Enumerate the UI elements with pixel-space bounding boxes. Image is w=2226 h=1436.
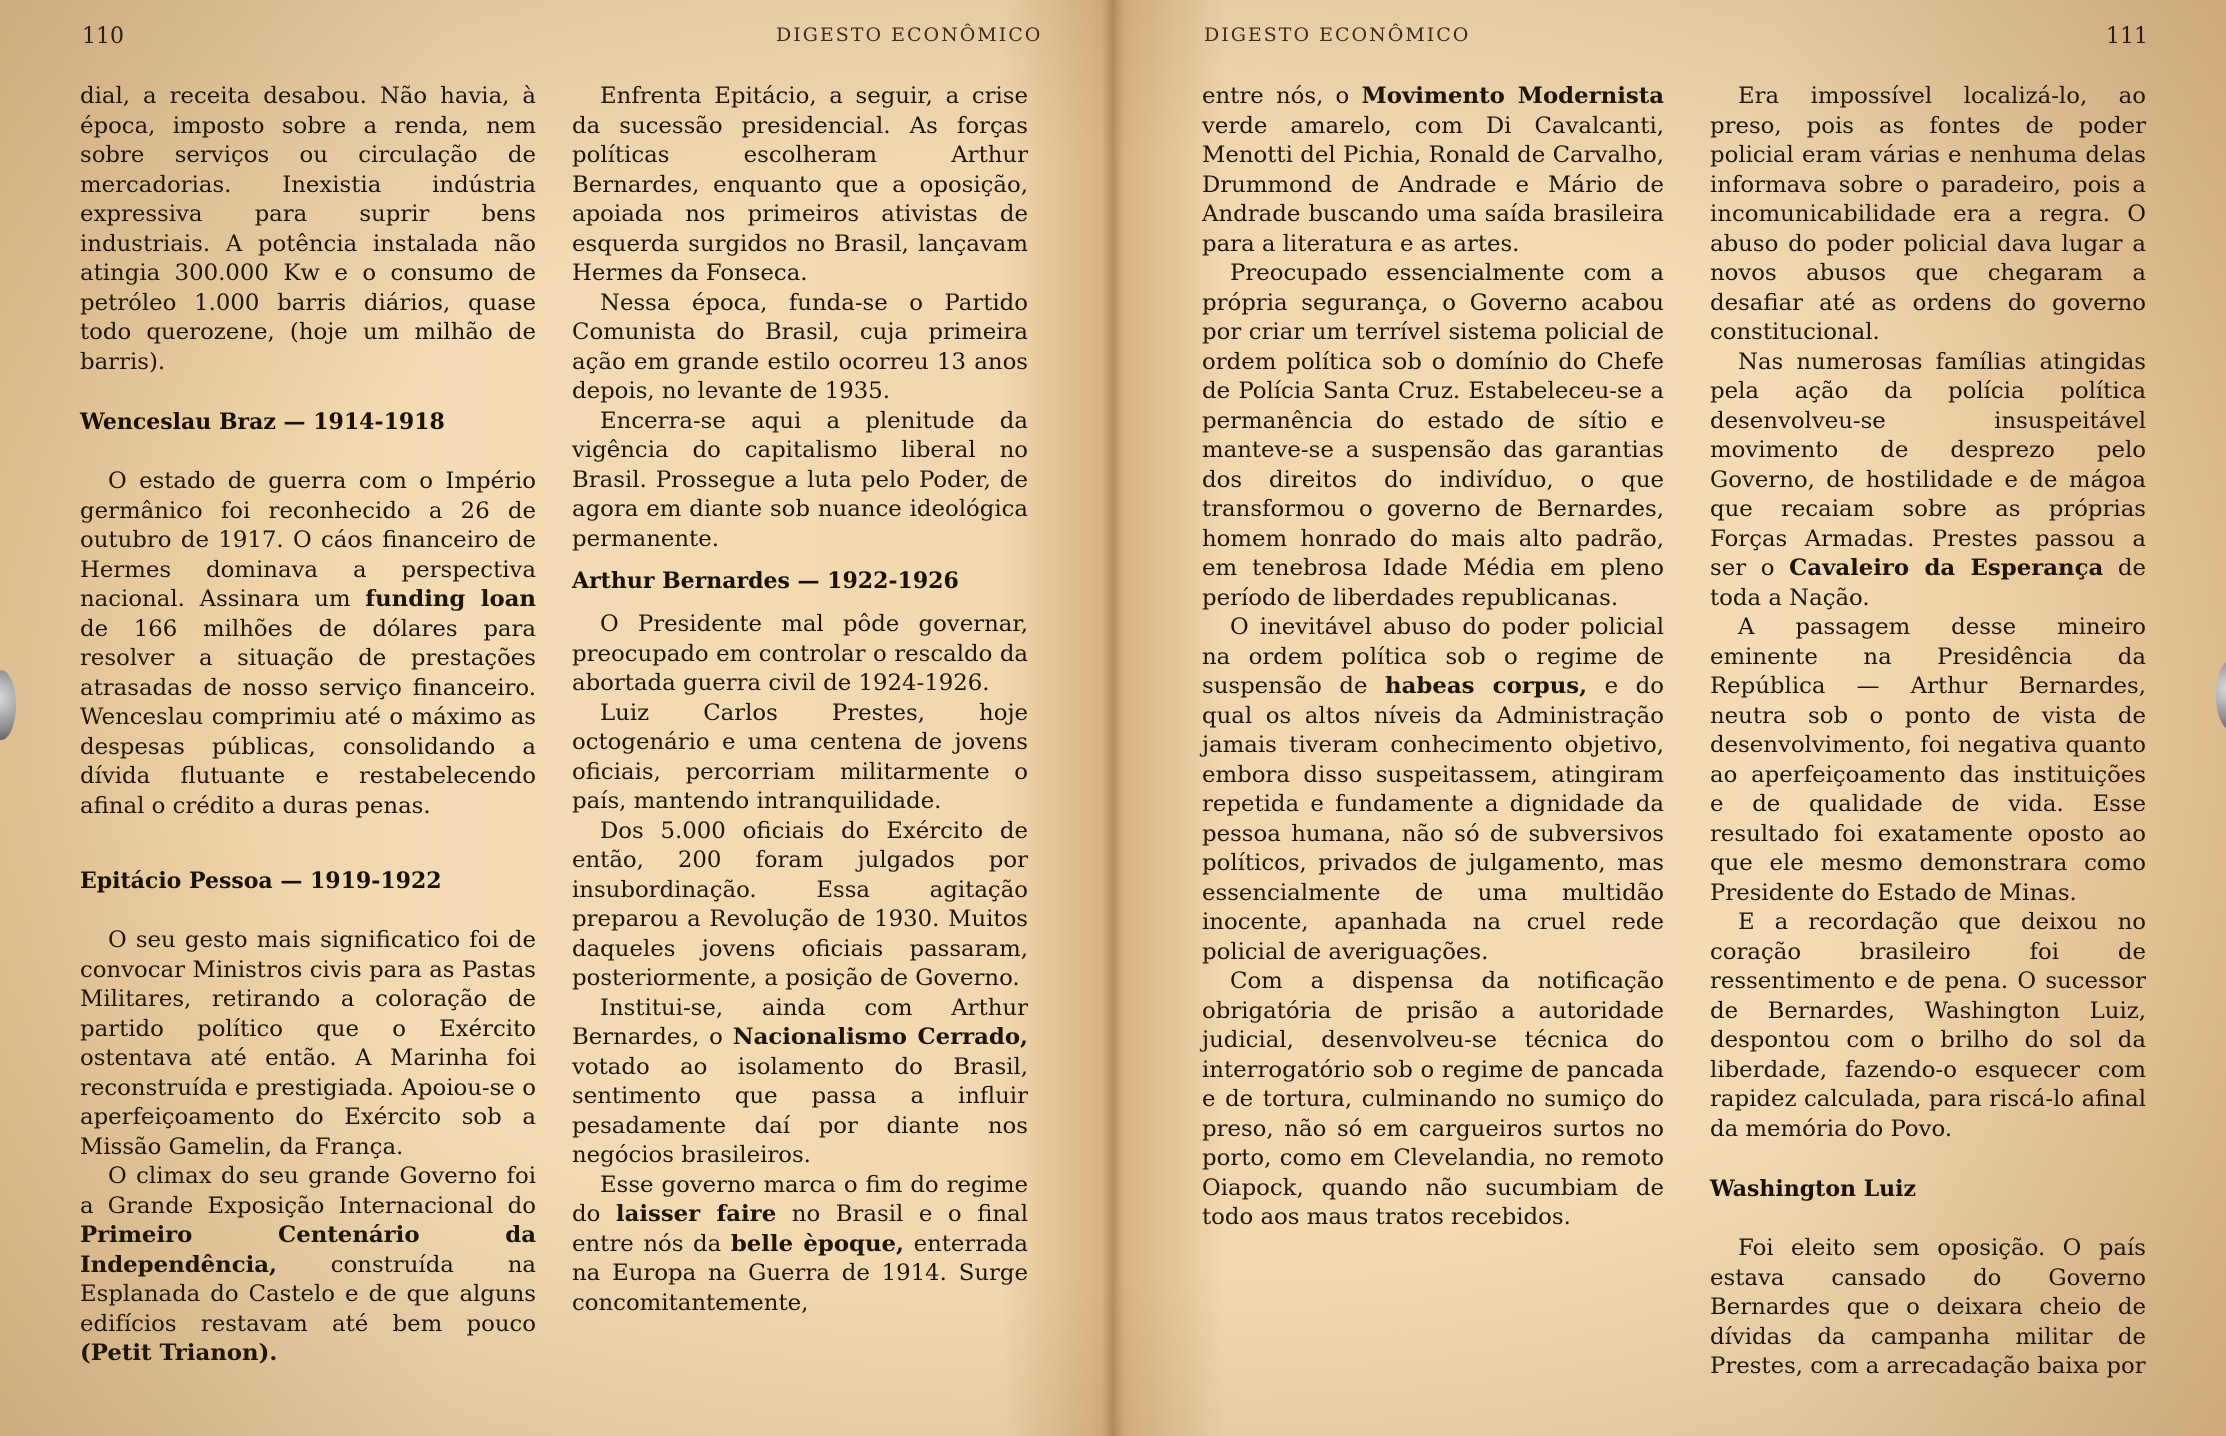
paragraph: Esse governo marca o fim do regime do laisser faire no Brasil e o final entre nós da belle èpoque, enterrada na Europa na Guerra de 1914. Surge concomitantemente, [572, 1171, 1028, 1316]
paragraph: E a recordação que deixou no coração brasileiro foi de ressentimento e de pena. O sucessor de Bernardes, Washington Luiz, despontou com o brilho do sol da liberdade, fazendo-o esquecer com rapidez calculada, para riscá-lo afinal da memória do Povo. [1710, 909, 2146, 1142]
binding-rivet [2216, 660, 2226, 730]
paragraph: Era impossível localizá-lo, ao preso, pois as fontes de poder policial eram várias e nenhuma delas informava sobre o paradeiro, pois a incomunicabilidade era a regra. O abuso do poder policial dava lugar a novos abusos que chegaram a desafiar até as ordens do governo constitucional. [1710, 83, 2146, 345]
page-number: 110 [82, 24, 124, 49]
section-heading: Washington Luiz [1710, 1176, 1916, 1202]
right-column-2 [1710, 82, 2146, 1382]
paragraph: Luiz Carlos Prestes, hoje octogenário e uma centena de jovens oficiais, percorriam militarmente o país, mantendo intranquilidade. [572, 699, 1028, 814]
paragraph: dial, a receita desabou. Não havia, à época, imposto sobre a renda, nem sobre serviços ou circulação de mercadorias. Inexistia indústria expressiva para suprir bens industriais. A potência instalada não atingia 300.000 Kw e o consumo de petróleo 1.000 barris diários, quase todo querozene, (hoje um milhão de barris). [80, 83, 536, 375]
paragraph: entre nós, o Movimento Modernista verde amarelo, com Di Cavalcanti, Menotti del Pichia, Ronald de Carvalho, Drummond de Andrade e Mário de Andrade buscando uma saída brasileira para a literatura e as artes. [1202, 83, 1665, 257]
left-page [0, 0, 1110, 1436]
paragraph: O seu gesto mais significatico foi de convocar Ministros civis para as Pastas Militares, retirando a coloração de partido político que o Exército ostentava até então. A Marinha foi reconstruída e prestigiada. Apoiou-se o aperfeiçoamento do Exército sob a Missão Gamelin, da França. [80, 927, 536, 1160]
right-page [1116, 0, 2226, 1436]
section-heading: Wenceslau Braz — 1914-1918 [80, 409, 445, 435]
running-head: DIGESTO ECONÔMICO [1204, 24, 1471, 46]
section-heading: Epitácio Pessoa — 1919-1922 [80, 868, 442, 894]
paragraph: Foi eleito sem oposição. O país estava cansado do Governo Bernardes que o deixara cheio de dívidas da campanha militar de Prestes, com a arrecadação baixa por [1710, 1235, 2146, 1379]
page-number: 111 [2106, 24, 2148, 49]
paragraph: Dos 5.000 oficiais do Exército de então, 200 foram julgados por insubordinação. Essa agitação preparou a Revolução de 1930. Muitos daqueles jovens oficiais passaram, posteriormente, a posição de Governo. [572, 817, 1028, 991]
paragraph: O inevitável abuso do poder policial na ordem política sob o regime de suspensão de habeas corpus, e do qual os altos níveis da Administração jamais tiveram conhecimento objetivo, embora disso suspeitassem, atingiram repetida e fundamente a dignidade da pessoa humana, não só de subversivos políticos, privados de julgamento, mas essencialmente de uma multidão inocente, apanhada na cruel rede policial de averiguações. [1202, 614, 1664, 965]
paragraph: Nas numerosas famílias atingidas pela ação da polícia política desenvolveu-se insuspeitável movimento de desprezo pelo Governo, de hostilidade e de mágoa que recaiam sobre as próprias Forças Armadas. Prestes passou a ser o Cavaleiro da Esperança de toda a Nação. [1710, 348, 2146, 611]
right-column-1 [1202, 82, 1664, 1233]
paragraph: Enfrenta Epitácio, a seguir, a crise da sucessão presidencial. As forças políticas escolheram Arthur Bernardes, enquanto que a oposição, apoiada nos primeiros ativistas de esquerda surgidos no Brasil, lançavam Hermes da Fonseca. [572, 83, 1028, 286]
left-column-2 [572, 82, 1028, 1318]
paragraph: Preocupado essencialmente com a própria segurança, o Governo acabou por criar um terrível sistema policial de ordem política sob o domínio do Chefe de Polícia Santa Cruz. Estabeleceu-se a permanência do estado de sítio e manteve-se a suspensão das garantias dos direitos do indivíduo, o que transformou o governo de Bernardes, homem honrado do mais alto padrão, em tenebrosa Idade Média em pleno período de liberdades republicanas. [1202, 260, 1664, 611]
paragraph: O estado de guerra com o Império germânico foi reconhecido a 26 de outubro de 1917. O cáos financeiro de Hermes dominava a perspectiva nacional. Assinara um funding loan de 166 milhões de dólares para resolver a situação de prestações atrasadas de nosso serviço financeiro. Wenceslau comprimiu até o máximo as despesas públicas, consolidando a dívida flutuante e restabelecendo afinal o crédito a duras penas. [80, 468, 537, 819]
left-column-1 [80, 82, 536, 1369]
paragraph: O climax do seu grande Governo foi a Grande Exposição Internacional do Primeiro Centenário da Independência, construída na Esplanada do Castelo e de que alguns edifícios restavam até bem pouco (Petit Trianon). [80, 1163, 536, 1366]
binding-rivet [0, 670, 16, 740]
paragraph: Com a dispensa da notificação obrigatória de prisão a autoridade judicial, desenvolveu-se técnica do interrogatório sob o regime de pancada e de tortura, culminando no sumiço do preso, não só em cargueiros surtos no porto, como em Clevelandia, no remoto Oiapock, quando não sucumbiam de todo aos maus tratos recebidos. [1202, 968, 1664, 1230]
section-heading: Arthur Bernardes — 1922-1926 [572, 568, 959, 594]
paragraph: Nessa época, funda-se o Partido Comunista do Brasil, cuja primeira ação em grande estilo ocorreu 13 anos depois, no levante de 1935. [572, 289, 1028, 404]
paragraph: Encerra-se aqui a plenitude da vigência do capitalismo liberal no Brasil. Prossegue a luta pelo Poder, de agora em diante sob nuance ideológica permanente. [572, 407, 1028, 552]
paragraph: O Presidente mal pôde governar, preocupado em controlar o rescaldo da abortada guerra civil de 1924-1926. [572, 611, 1028, 696]
running-head: DIGESTO ECONÔMICO [776, 24, 1043, 46]
paragraph: Institui-se, ainda com Arthur Bernardes, o Nacionalismo Cerrado, votado ao isolamento do Brasil, sentimento que passa a influir pesadamente daí por diante nos negócios brasileiros. [572, 994, 1028, 1168]
paragraph: A passagem desse mineiro eminente na Presidência da República — Arthur Bernardes, neutra sob o ponto de vista de desenvolvimento, foi negativa quanto ao aperfeiçoamento das instituições e de qualidade de vida. Esse resultado foi exatamente oposto ao que ele mesmo demonstrara como Presidente do Estado de Minas. [1710, 614, 2146, 906]
